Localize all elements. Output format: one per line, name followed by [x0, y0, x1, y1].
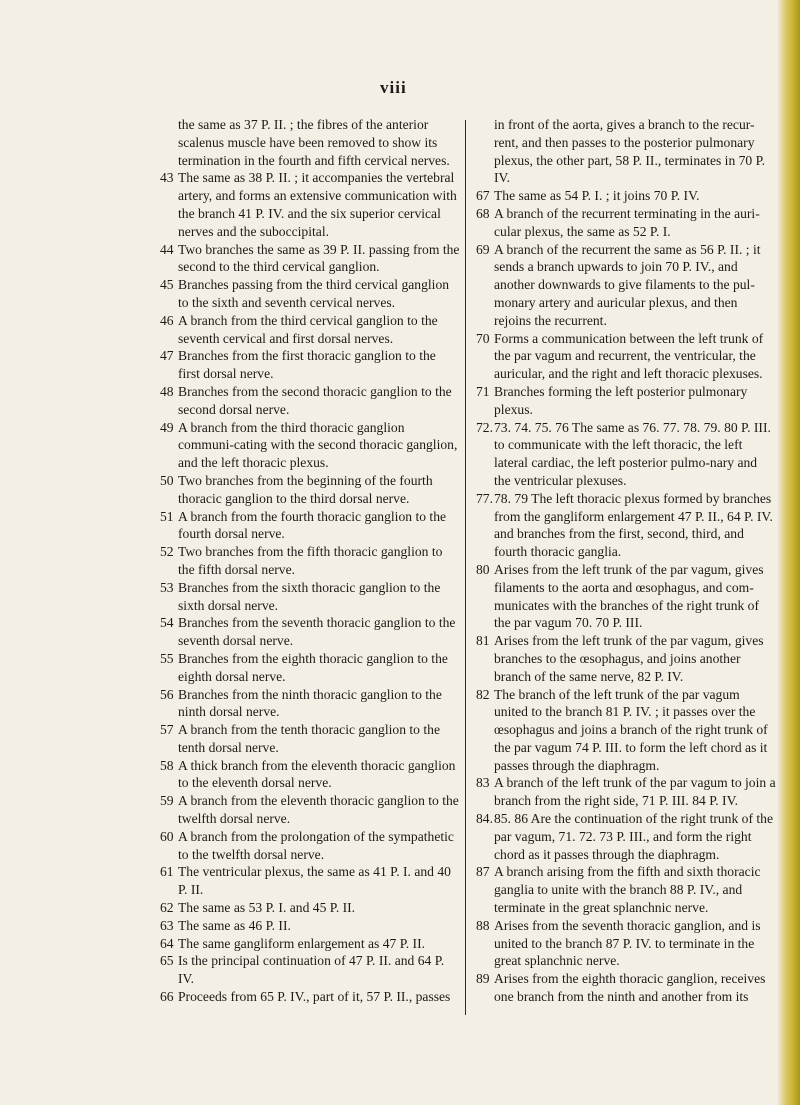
entry [160, 863, 460, 899]
entry-text: in front of the aorta, gives a branch to the recur-rent, and then passes to the posterior pulmonary plexus, the other part, 58 P. II., terminates in 70 P. IV. [494, 117, 766, 186]
entry-number: 61 [160, 864, 174, 880]
entry-text: Two branches the same as 39 P. II. passing from the second to the third cervical ganglion. [178, 241, 460, 275]
entry-text: A branch from the fourth thoracic ganglion to the fourth dorsal nerve. [178, 508, 447, 542]
entry-number: 80 [476, 561, 490, 577]
entry-text: A branch arising from the fifth and sixth thoracic ganglia to unite with the branch 88 P. IV., and terminate in the great splanchnic nerve. [494, 864, 761, 916]
entry-text: Branches from the first thoracic ganglion to the first dorsal nerve. [178, 348, 436, 382]
entry [476, 970, 776, 1006]
entry-text: A branch of the left trunk of the par vagum to join a branch from the right side, 71 P. III. 84 P. IV. [494, 775, 776, 809]
entry [476, 810, 776, 863]
entry-text: A thick branch from the eleventh thoracic ganglion to the eleventh dorsal nerve. [178, 757, 456, 791]
entry-number: 83 [476, 775, 490, 791]
entry-text: A branch from the third thoracic ganglion communi-cating with the second thoracic ganglion, and the left thoracic plexus. [178, 419, 458, 471]
entry [476, 419, 776, 490]
entry [160, 988, 460, 1006]
entry-text: The same as 38 P. II. ; it accompanies the vertebral artery, and forms an extensive communication with the branch 41 P. IV. and the six superior cervical nerves and the suboccipital. [178, 170, 457, 239]
page-number: viii [380, 78, 407, 97]
entry-text: The same gangliform enlargement as 47 P. II. [178, 935, 426, 951]
entry-text: Arises from the seventh thoracic ganglion, and is united to the branch 87 P. IV. to terminate in the great splanchnic nerve. [494, 917, 761, 969]
entry [160, 686, 460, 722]
entry-number: 54 [160, 615, 174, 631]
entry [476, 863, 776, 916]
entry-number: 57 [160, 722, 174, 738]
entry-text: Proceeds from 65 P. IV., part of it, 57 P. II., passes [178, 989, 451, 1005]
entry-number: 88 [476, 917, 490, 933]
entry-number: 63 [160, 917, 174, 933]
entry-text: The branch of the left trunk of the par vagum united to the branch 81 P. IV. ; it passes over the œsophagus and joins a branch of the right trunk of the par vagum 74 P. III. to form the left chord as it passes through the diaphragm. [494, 686, 768, 773]
entry-number: 60 [160, 828, 174, 844]
entry-text: Two branches from the beginning of the fourth thoracic ganglion to the third dorsal nerve. [178, 472, 433, 506]
entry [160, 899, 460, 917]
entry [160, 757, 460, 793]
entry-text: A branch of the recurrent terminating in the auri-cular plexus, the same as 52 P. I. [494, 205, 760, 239]
entry-text: A branch of the recurrent the same as 56 P. II. ; it sends a branch upwards to join 70 P. IV., and another downwards to give filaments to the pul-monary artery and auricular plexus, and then rejoins the recurrent. [494, 241, 761, 328]
entry [160, 116, 460, 169]
entry-number: 58 [160, 757, 174, 773]
entry-number: 48 [160, 383, 174, 399]
entry [476, 490, 776, 561]
entry [160, 241, 460, 277]
entry [160, 383, 460, 419]
entry-number: 64 [160, 935, 174, 951]
entry [476, 632, 776, 685]
entry [476, 241, 776, 330]
entry-number: 67 [476, 188, 490, 204]
entry-text: The ventricular plexus, the same as 41 P. I. and 40 P. II. [178, 864, 451, 898]
entry-number: 66 [160, 989, 174, 1005]
entry-text: Arises from the left trunk of the par vagum, gives branches to the œsophagus, and joins another branch of the same nerve, 82 P. IV. [494, 633, 764, 684]
entry-text: Arises from the left trunk of the par vagum, gives filaments to the aorta and œsophagus, and com-municates with the branches of the right trunk of the par vagum 70. 70 P. III. [494, 561, 764, 631]
entry-number: 45 [160, 277, 174, 293]
entry-text: Branches from the ninth thoracic ganglion to the ninth dorsal nerve. [178, 686, 442, 720]
right-column [476, 116, 776, 1006]
entry [160, 614, 460, 650]
entry [160, 828, 460, 864]
entry [476, 116, 776, 187]
entry-number: 47 [160, 348, 174, 364]
entry-text: Branches from the eighth thoracic ganglion to the eighth dorsal nerve. [178, 650, 448, 684]
entry-number: 56 [160, 686, 174, 702]
entry-number: 52 [160, 544, 174, 560]
entry-number: 44 [160, 241, 174, 257]
entry-number: 69 [476, 241, 490, 257]
entry-number: 59 [160, 793, 174, 809]
entry [160, 312, 460, 348]
entry-number: 77. [476, 490, 493, 506]
entry-number: 68 [476, 205, 490, 221]
entry-text: A branch from the tenth thoracic ganglion to the tenth dorsal nerve. [178, 722, 440, 755]
entry-text: The same as 46 P. II. [178, 917, 291, 933]
entry-text: A branch from the prolongation of the sympathetic to the twelfth dorsal nerve. [178, 828, 454, 862]
entry [160, 347, 460, 383]
entry-number: 62 [160, 900, 174, 916]
entry [476, 774, 776, 810]
entry-text: A branch from the third cervical ganglion to the seventh cervical and first dorsal nerves. [178, 312, 438, 346]
page-edge [778, 0, 800, 1105]
entry-text: 78. 79 The left thoracic plexus formed by branches from the gangliform enlargement 47 P. II., 64 P. IV. and branches from the first, second, third, and fourth thoracic ganglia. [494, 490, 773, 560]
entry [476, 187, 776, 205]
entry [476, 330, 776, 383]
entry-text: Branches forming the left posterior pulmonary plexus. [494, 383, 748, 417]
entry-number: 43 [160, 170, 174, 186]
entry-number: 65 [160, 953, 174, 969]
left-column [160, 116, 460, 1006]
entry-number: 53 [160, 579, 174, 595]
entry-number: 49 [160, 419, 174, 435]
entry-number: 87 [476, 864, 490, 880]
entry [160, 792, 460, 828]
entry-text: Branches from the sixth thoracic ganglion to the sixth dorsal nerve. [178, 579, 441, 613]
entry [160, 276, 460, 312]
entry [160, 952, 460, 988]
entry [160, 472, 460, 508]
entry-number: 84. [476, 811, 493, 827]
entry-number: 82 [476, 686, 490, 702]
entry [160, 579, 460, 615]
entry-text: Two branches from the fifth thoracic ganglion to the fifth dorsal nerve. [178, 544, 443, 577]
entry-number: 71 [476, 383, 490, 399]
entry-number: 70 [476, 330, 490, 346]
entry-text: The same as 53 P. I. and 45 P. II. [178, 900, 356, 916]
entry-text: Arises from the eighth thoracic ganglion, receives one branch from the ninth and another from its [494, 971, 766, 1005]
entry [160, 419, 460, 472]
entry [476, 917, 776, 970]
entry [160, 935, 460, 953]
entry [160, 721, 460, 757]
entry-text: Branches from the seventh thoracic ganglion to the seventh dorsal nerve. [178, 615, 456, 649]
entry-number: 89 [476, 971, 490, 987]
entry [476, 561, 776, 632]
entry-text: The same as 54 P. I. ; it joins 70 P. IV. [494, 188, 700, 204]
entry [160, 508, 460, 544]
entry-text: A branch from the eleventh thoracic ganglion to the twelfth dorsal nerve. [178, 793, 459, 827]
entry-number: 51 [160, 508, 174, 524]
entry-text: 85. 86 Are the continuation of the right trunk of the par vagum, 71. 72. 73 P. III., and form the right chord as it passes through the diaphragm. [494, 811, 773, 862]
entry-number: 46 [160, 312, 174, 328]
entry [160, 543, 460, 579]
entry [160, 650, 460, 686]
entry-text: Branches passing from the third cervical ganglion to the sixth and seventh cervical nerves. [178, 277, 450, 310]
entry [476, 383, 776, 419]
entry [160, 917, 460, 935]
entry [476, 205, 776, 241]
column-divider [465, 120, 466, 1015]
entry [160, 169, 460, 240]
entry-number: 55 [160, 650, 174, 666]
entry-text: Is the principal continuation of 47 P. II. and 64 P. IV. [178, 953, 445, 987]
entry-number: 50 [160, 472, 174, 488]
entry-text: the same as 37 P. II. ; the fibres of the anterior scalenus muscle have been removed to show its termination in the fourth and fifth cervical nerves. [178, 117, 450, 168]
entry-number: 81 [476, 633, 490, 649]
entry-number: 72. [476, 419, 493, 435]
entry-text: Forms a communication between the left trunk of the par vagum and recurrent, the ventricular, the auricular, and the right and left thoracic plexuses. [494, 330, 764, 382]
entry-text: 73. 74. 75. 76 The same as 76. 77. 78. 79. 80 P. III. to communicate with the left thoracic, the left lateral cardiac, the left posterior pulmo-nary and the ventricular plexuses. [494, 419, 771, 488]
entry [476, 686, 776, 775]
entry-text: Branches from the second thoracic ganglion to the second dorsal nerve. [178, 383, 452, 417]
